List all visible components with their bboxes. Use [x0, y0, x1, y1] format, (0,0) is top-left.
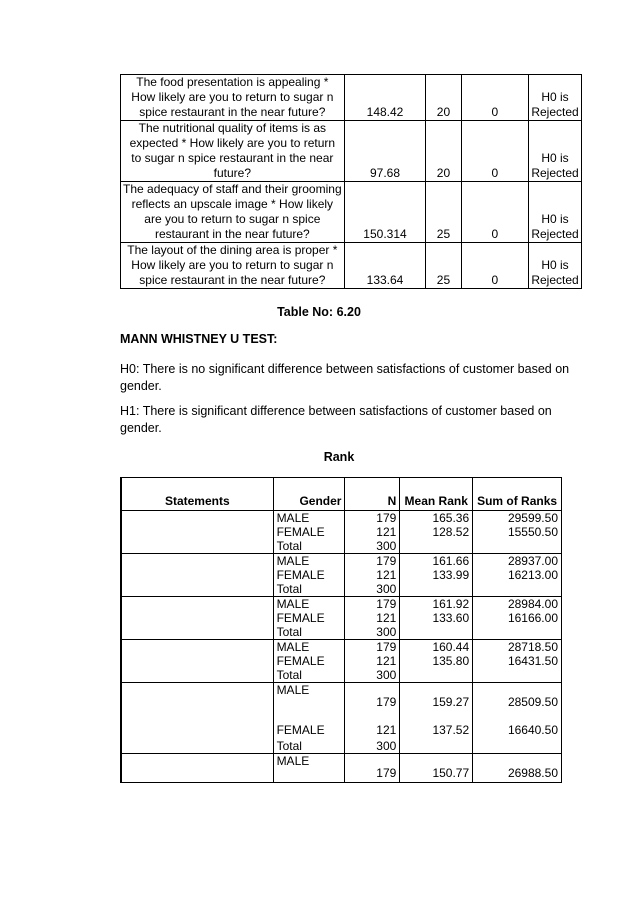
sum-ranks-cell: 16431.50	[473, 654, 562, 668]
mean-rank-cell: 135.80	[400, 654, 473, 668]
mean-rank-cell: 150.77	[400, 754, 473, 783]
table-row	[121, 597, 562, 612]
statement-cell: The food presentation is appealing * How likely are you to return to sugar n spice restaurant in the near future?	[121, 75, 345, 121]
mean-rank-cell: 161.92	[400, 597, 473, 612]
table-row	[121, 243, 582, 289]
rank-table-head	[121, 478, 562, 511]
value-cell: 133.64	[344, 243, 426, 289]
header-mean-rank: Mean Rank	[400, 478, 473, 511]
sum-ranks-cell	[473, 539, 562, 554]
n-cell: 121	[345, 654, 400, 668]
sum-ranks-cell	[473, 739, 562, 754]
statement-cell	[121, 597, 273, 640]
statement-cell	[121, 554, 273, 597]
n-cell: 179	[345, 597, 400, 612]
value-cell: 150.314	[344, 182, 426, 243]
n-cell: 179	[345, 640, 400, 655]
sum-ranks-cell: 26988.50	[473, 754, 562, 783]
sum-ranks-cell: 28937.00	[473, 554, 562, 569]
rank-table-body	[121, 511, 562, 783]
sum-ranks-cell	[473, 625, 562, 640]
n-cell: 121	[345, 525, 400, 539]
mean-rank-cell	[400, 739, 473, 754]
df-cell: 20	[426, 75, 461, 121]
statement-cell	[121, 511, 273, 554]
n-cell: 300	[345, 625, 400, 640]
value-cell: 97.68	[344, 121, 426, 182]
statement-cell	[121, 683, 273, 754]
gender-cell: MALE	[273, 754, 345, 783]
chi-table-body	[121, 75, 582, 289]
gender-cell: FEMALE	[276, 654, 325, 668]
statement-cell: The nutritional quality of items is as expected * How likely are you to return to sugar n spice restaurant in the near future?	[121, 121, 345, 182]
mean-rank-cell: 159.27	[400, 683, 473, 712]
table-row	[121, 511, 562, 526]
mean-rank-cell	[400, 668, 473, 683]
gender-cell: Total	[276, 582, 302, 596]
n-cell: 121	[345, 568, 400, 582]
table-row	[121, 683, 562, 712]
gender-cell: MALE	[273, 597, 345, 612]
header-n: N	[345, 478, 400, 511]
header-statements: Statements	[121, 478, 273, 511]
mean-rank-cell	[400, 582, 473, 597]
header-row	[121, 478, 562, 511]
sum-ranks-cell: 15550.50	[473, 525, 562, 539]
result-cell: H0 is Rejected	[529, 75, 582, 121]
mean-rank-cell: 160.44	[400, 640, 473, 655]
sig-cell: 0	[461, 121, 528, 182]
sum-ranks-cell: 16213.00	[473, 568, 562, 582]
sig-cell: 0	[461, 75, 528, 121]
table-row	[121, 182, 582, 243]
chi-square-table	[120, 74, 582, 289]
statement-cell	[121, 754, 273, 783]
sum-ranks-cell: 28718.50	[473, 640, 562, 655]
statement-cell	[121, 640, 273, 683]
statement-cell: The adequacy of staff and their grooming reflects an upscale image * How likely are you to return to sugar n spice restaurant in the near future?	[121, 182, 345, 243]
n-cell: 179	[345, 511, 400, 526]
n-cell: 300	[345, 739, 400, 754]
n-cell: 121	[345, 611, 400, 625]
hypothesis-h0: H0: There is no significant difference between satisfactions of customer based on gender.	[120, 362, 570, 393]
gender-cell: Total	[276, 739, 302, 753]
result-cell: H0 is Rejected	[529, 243, 582, 289]
header-gender: Gender	[273, 478, 345, 511]
gender-cell: FEMALE	[276, 568, 325, 582]
section-heading: MANN WHISTNEY U TEST:	[120, 332, 278, 346]
table-caption: Table No: 6.20	[277, 305, 361, 319]
hypothesis-h1: H1: There is significant difference between satisfactions of customer based on gender.	[120, 404, 552, 435]
mean-rank-cell	[400, 539, 473, 554]
gender-cell: FEMALE	[276, 723, 325, 737]
gender-cell: MALE	[273, 511, 345, 526]
sum-ranks-cell: 29599.50	[473, 511, 562, 526]
table-row	[121, 754, 562, 783]
gender-cell: FEMALE	[276, 525, 325, 539]
mean-rank-cell: 161.66	[400, 554, 473, 569]
gender-cell: Total	[276, 539, 302, 553]
df-cell: 25	[426, 243, 461, 289]
n-cell: 300	[345, 539, 400, 554]
n-cell: 300	[345, 668, 400, 683]
n-cell: 179	[345, 554, 400, 569]
gender-cell: MALE	[273, 640, 345, 655]
sum-ranks-cell	[473, 668, 562, 683]
mean-rank-cell: 128.52	[400, 525, 473, 539]
sig-cell: 0	[461, 243, 528, 289]
table-row	[121, 75, 582, 121]
value-cell: 148.42	[344, 75, 426, 121]
sum-ranks-cell: 28509.50	[473, 683, 562, 712]
mean-rank-cell: 133.60	[400, 611, 473, 625]
sum-ranks-cell: 16640.50	[473, 711, 562, 739]
gender-cell: FEMALE	[276, 611, 325, 625]
df-cell: 25	[426, 182, 461, 243]
sum-ranks-cell	[473, 582, 562, 597]
n-cell: 179	[345, 754, 400, 783]
rank-title: Rank	[323, 450, 355, 464]
mean-rank-cell: 165.36	[400, 511, 473, 526]
mean-rank-cell: 133.99	[400, 568, 473, 582]
rank-table	[120, 477, 562, 783]
statement-cell: The layout of the dining area is proper * How likely are you to return to sugar n spice restaurant in the near future?	[121, 243, 345, 289]
gender-cell: MALE	[273, 554, 345, 569]
sum-ranks-cell: 16166.00	[473, 611, 562, 625]
gender-cell: MALE	[273, 683, 345, 712]
n-cell: 179	[345, 683, 400, 712]
mean-rank-cell: 137.52	[400, 711, 473, 739]
table-row	[121, 121, 582, 182]
table-row	[121, 640, 562, 655]
n-cell: 300	[345, 582, 400, 597]
sig-cell: 0	[461, 182, 528, 243]
result-cell: H0 is Rejected	[529, 121, 582, 182]
sum-ranks-cell: 28984.00	[473, 597, 562, 612]
result-cell: H0 is Rejected	[529, 182, 582, 243]
table-row	[121, 554, 562, 569]
mean-rank-cell	[400, 625, 473, 640]
n-cell: 121	[345, 711, 400, 739]
gender-cell: Total	[276, 625, 302, 639]
gender-cell: Total	[276, 668, 302, 682]
df-cell: 20	[426, 121, 461, 182]
header-sum-of-ranks: Sum of Ranks	[473, 478, 562, 511]
